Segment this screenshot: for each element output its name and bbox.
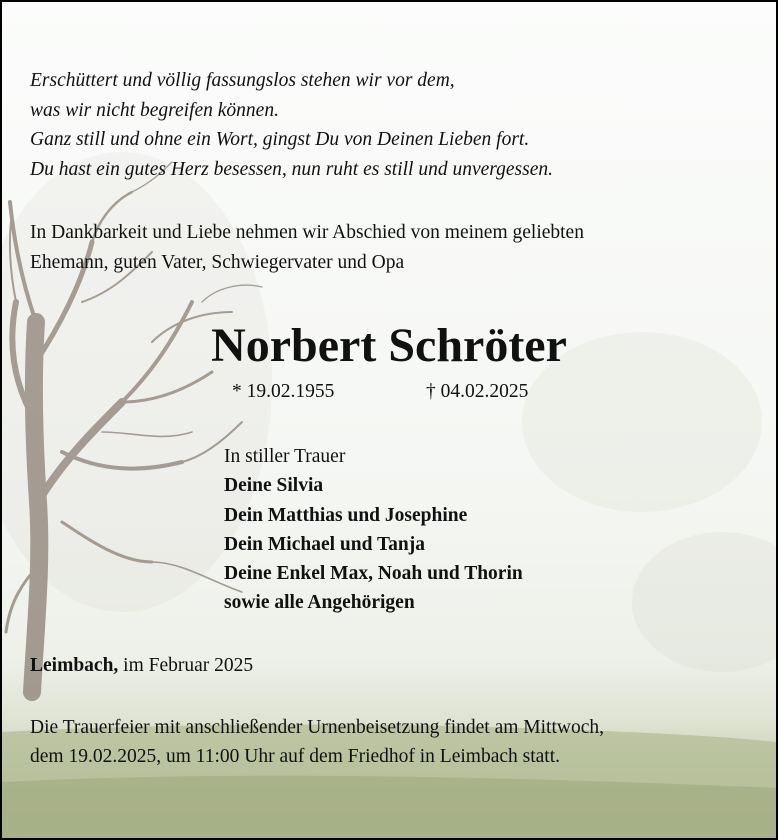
death-date: † 04.02.2025 (426, 381, 529, 402)
mourners-heading: In stiller Trauer (224, 446, 346, 467)
funeral-line: dem 19.02.2025, um 11:00 Uhr auf dem Friedhof in Leimbach statt. (30, 745, 561, 767)
intro-line: Ehemann, guten Vater, Schwiegervater und Opa (30, 251, 405, 273)
poem (30, 66, 553, 184)
mourner-line: Deine Silvia (224, 475, 324, 497)
obituary-content (2, 2, 776, 838)
mourner-line: Dein Michael und Tanja (224, 533, 426, 555)
place-town: Leimbach, (30, 655, 119, 676)
mourner-line: sowie alle Angehörigen (224, 592, 415, 614)
poem-line: Ganz still und ohne ein Wort, gingst Du von Deinen Lieben fort. (30, 129, 530, 150)
poem-line: Du hast ein gutes Herz besessen, nun ruht es still und unvergessen. (30, 158, 554, 180)
deceased-name: Norbert Schröter (211, 319, 567, 372)
funeral-notice (30, 714, 604, 771)
mourners-block (224, 442, 523, 618)
funeral-line: Die Trauerfeier mit anschließender Urnenbeisetzung findet am Mittwoch, (30, 717, 604, 738)
poem-line: Erschüttert und völlig fassungslos stehen wir vor dem, (30, 70, 455, 91)
place-date (30, 652, 253, 680)
intro-text (30, 218, 584, 277)
intro-line: In Dankbarkeit und Liebe nehmen wir Abschied von meinem geliebten (30, 222, 584, 243)
birth-date: * 19.02.1955 (232, 381, 335, 402)
poem-line: was wir nicht begreifen können. (30, 99, 279, 121)
mourner-line: Deine Enkel Max, Noah und Thorin (224, 563, 523, 585)
mourner-line: Dein Matthias und Josephine (224, 504, 468, 526)
place-month: im Februar 2025 (123, 655, 254, 676)
